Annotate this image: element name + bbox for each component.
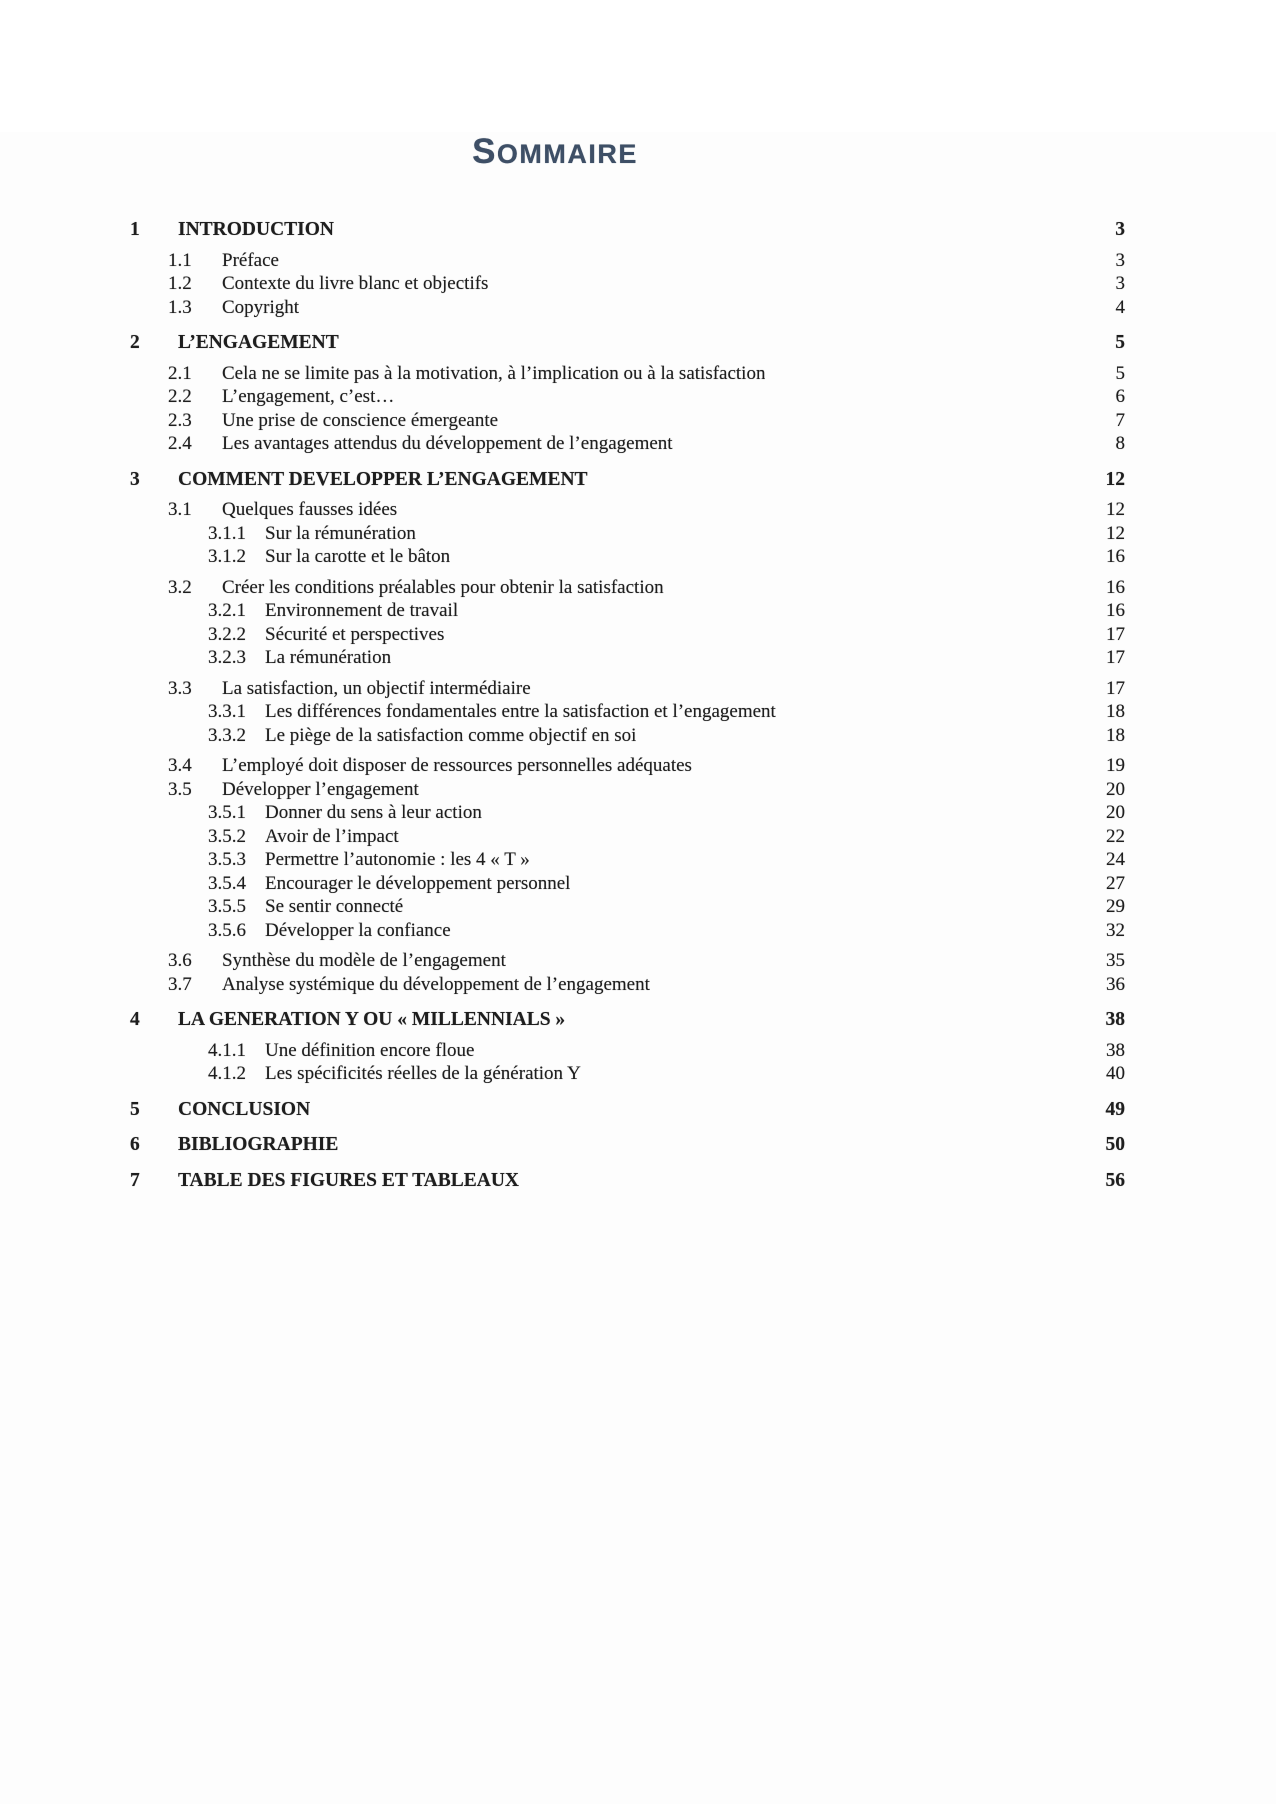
- toc-entry: [0, 599, 1276, 623]
- toc-entry-page: 40: [1106, 1063, 1125, 1084]
- toc-entry-page: 16: [1106, 576, 1125, 598]
- toc-entry: [0, 895, 1276, 919]
- toc-entry-label: INTRODUCTION: [178, 219, 335, 240]
- toc-entry-number: 1: [130, 219, 140, 240]
- toc-entry: [0, 919, 1276, 943]
- toc-entry: [0, 432, 1276, 456]
- toc-entry-number: 3: [130, 468, 140, 490]
- toc-entry: [0, 545, 1276, 569]
- toc-entry-label: L’ENGAGEMENT: [178, 332, 339, 353]
- toc-entry: [0, 468, 1276, 492]
- toc-entry-label: Environnement de travail: [265, 600, 459, 621]
- toc-entry-label: L’engagement, c’est…: [222, 386, 395, 407]
- toc-entry: [0, 646, 1276, 670]
- toc-entry: [0, 249, 1276, 273]
- toc-entry-page: 7: [1115, 409, 1125, 431]
- toc-entry-number: 3.3.2: [208, 724, 246, 746]
- toc-entry-label: Permettre l’autonomie : les 4 « T »: [265, 849, 530, 870]
- toc-entry-label: Analyse systémique du développement de l’engagement: [222, 973, 650, 995]
- toc-entry: [0, 385, 1276, 409]
- toc-entry-page: 12: [1105, 468, 1125, 490]
- toc-entry-page: 3: [1115, 219, 1125, 240]
- toc-entry-page: 17: [1106, 677, 1125, 699]
- toc-entry: [0, 1008, 1276, 1032]
- toc-entry-label: Le piège de la satisfaction comme objectif en soi: [265, 724, 637, 746]
- toc-entry: [0, 296, 1276, 320]
- toc-entry: [0, 522, 1276, 546]
- toc-entry-label: La satisfaction, un objectif intermédiaire: [222, 677, 531, 699]
- toc-entry-page: 50: [1105, 1134, 1125, 1155]
- toc-list: [0, 218, 1276, 1192]
- toc-entry: [0, 272, 1276, 296]
- toc-entry-number: 1.3: [168, 296, 192, 318]
- toc-entry-page: 19: [1106, 755, 1125, 776]
- toc-entry-page: 18: [1106, 701, 1125, 722]
- toc-entry: [0, 801, 1276, 825]
- toc-entry-number: 4.1.1: [208, 1039, 246, 1061]
- toc-entry-label: Se sentir connecté: [265, 896, 404, 917]
- toc-entry: [0, 1169, 1276, 1193]
- toc-entry-number: 2.3: [168, 409, 192, 431]
- toc-entry-page: 5: [1115, 332, 1125, 353]
- toc-entry: [0, 778, 1276, 802]
- toc-entry-page: 8: [1115, 433, 1125, 454]
- toc-entry-label: Avoir de l’impact: [265, 825, 399, 847]
- toc-entry-number: 3.5.1: [208, 802, 246, 823]
- toc-entry-number: 3.6: [168, 950, 192, 971]
- toc-entry-page: 36: [1106, 973, 1125, 995]
- toc-entry: [0, 1062, 1276, 1086]
- toc-entry: [0, 1098, 1276, 1122]
- toc-entry-number: 2.4: [168, 433, 192, 454]
- toc-entry-label: TABLE DES FIGURES ET TABLEAUX: [178, 1169, 519, 1191]
- toc-entry-label: COMMENT DEVELOPPER L’ENGAGEMENT: [178, 468, 588, 490]
- toc-entry-label: Sur la rémunération: [265, 522, 416, 544]
- toc-entry: [0, 949, 1276, 973]
- toc-entry-page: 38: [1106, 1039, 1125, 1061]
- toc-entry-page: 32: [1106, 919, 1125, 941]
- toc-entry-number: 3.7: [168, 973, 192, 995]
- toc-entry-page: 12: [1106, 522, 1125, 544]
- toc-entry-number: 3.5.3: [208, 849, 246, 870]
- toc-entry-page: 6: [1115, 386, 1125, 407]
- toc-entry-number: 6: [130, 1134, 140, 1155]
- toc-entry-number: 4: [130, 1009, 140, 1030]
- toc-entry-page: 17: [1106, 647, 1125, 668]
- toc-entry-page: 16: [1106, 600, 1125, 621]
- toc-entry: [0, 825, 1276, 849]
- toc-entry-label: BIBLIOGRAPHIE: [178, 1134, 339, 1155]
- toc-entry-label: La rémunération: [265, 647, 392, 668]
- toc-entry: [0, 973, 1276, 997]
- toc-entry-number: 3.1: [168, 499, 192, 520]
- toc-entry-number: 1.1: [168, 249, 192, 271]
- toc-entry-page: 56: [1105, 1169, 1125, 1191]
- toc-entry-number: 2.2: [168, 386, 192, 407]
- toc-entry-page: 38: [1105, 1009, 1125, 1030]
- toc-entry-number: 3.2.3: [208, 647, 246, 668]
- page-title: SOMMAIRE: [472, 132, 638, 171]
- toc-entry-page: 4: [1115, 296, 1125, 318]
- toc-entry-number: 3.3.1: [208, 701, 246, 722]
- toc-entry: [0, 362, 1276, 386]
- toc-entry-label: LA GENERATION Y OU « MILLENNIALS »: [178, 1009, 566, 1030]
- toc-entry-number: 3.1.1: [208, 522, 246, 544]
- toc-entry-label: Une prise de conscience émergeante: [222, 409, 499, 431]
- toc-entry-label: Une définition encore floue: [265, 1039, 475, 1061]
- toc-entry-label: Copyright: [222, 296, 300, 318]
- toc-entry-number: 4.1.2: [208, 1063, 246, 1084]
- toc-entry-number: 3.5.6: [208, 919, 246, 941]
- toc-entry-page: 12: [1106, 499, 1125, 520]
- toc-entry-label: Développer la confiance: [265, 919, 451, 941]
- toc-entry-number: 3.4: [168, 755, 192, 776]
- toc-entry-number: 3.2: [168, 576, 192, 598]
- toc-entry-page: 20: [1106, 802, 1125, 823]
- toc-entry-page: 5: [1115, 362, 1125, 384]
- toc-entry-number: 1.2: [168, 273, 192, 294]
- toc-entry-page: 3: [1115, 273, 1125, 294]
- toc-entry-number: 3.5.5: [208, 896, 246, 917]
- toc-entry-page: 35: [1106, 950, 1125, 971]
- toc-entry-label: Encourager le développement personnel: [265, 872, 571, 894]
- toc-entry-number: 3.1.2: [208, 546, 246, 567]
- toc-entry: [0, 218, 1276, 242]
- toc-entry: [0, 1039, 1276, 1063]
- toc-entry-label: Sur la carotte et le bâton: [265, 546, 451, 567]
- toc-entry-number: 2.1: [168, 362, 192, 384]
- toc-entry-label: Cela ne se limite pas à la motivation, à l’implication ou à la satisfaction: [222, 362, 766, 384]
- toc-entry-label: Contexte du livre blanc et objectifs: [222, 273, 489, 294]
- toc-entry-page: 16: [1106, 546, 1125, 567]
- toc-entry-number: 7: [130, 1169, 140, 1191]
- toc-entry-label: CONCLUSION: [178, 1098, 311, 1120]
- toc-entry-number: 3.5: [168, 778, 192, 800]
- toc-entry-label: Quelques fausses idées: [222, 499, 398, 520]
- toc-entry-label: Les avantages attendus du développement de l’engagement: [222, 433, 673, 454]
- toc-entry: [0, 498, 1276, 522]
- toc-entry: [0, 872, 1276, 896]
- toc-entry-page: 22: [1106, 825, 1125, 847]
- toc-entry: [0, 724, 1276, 748]
- toc-entry: [0, 576, 1276, 600]
- toc-entry-label: Donner du sens à leur action: [265, 802, 482, 823]
- toc-entry-number: 3.2.1: [208, 600, 246, 621]
- toc-entry: [0, 848, 1276, 872]
- toc-entry-page: 18: [1106, 724, 1125, 746]
- toc-entry-number: 5: [130, 1098, 140, 1120]
- toc-entry-page: 29: [1106, 896, 1125, 917]
- toc-entry-number: 3.5.4: [208, 872, 246, 894]
- toc-entry: [0, 754, 1276, 778]
- toc-entry-page: 24: [1106, 849, 1125, 870]
- toc-entry: [0, 409, 1276, 433]
- toc-entry-page: 27: [1106, 872, 1125, 894]
- toc-entry: [0, 331, 1276, 355]
- toc-entry: [0, 623, 1276, 647]
- toc-entry: [0, 1133, 1276, 1157]
- toc-entry-label: L’employé doit disposer de ressources personnelles adéquates: [222, 755, 692, 776]
- toc-entry-number: 3.5.2: [208, 825, 246, 847]
- toc-entry-number: 3.2.2: [208, 623, 246, 645]
- toc-entry-page: 20: [1106, 778, 1125, 800]
- toc-entry-label: Créer les conditions préalables pour obtenir la satisfaction: [222, 576, 664, 598]
- toc-entry-label: Synthèse du modèle de l’engagement: [222, 950, 506, 971]
- toc-entry-page: 49: [1105, 1098, 1125, 1120]
- toc-entry-label: Préface: [222, 249, 279, 271]
- toc-entry-number: 3.3: [168, 677, 192, 699]
- toc-entry: [0, 700, 1276, 724]
- toc-entry-label: Les spécificités réelles de la génération Y: [265, 1063, 581, 1084]
- toc-entry-number: 2: [130, 332, 140, 353]
- toc-entry-label: Développer l’engagement: [222, 778, 419, 800]
- toc-entry-page: 17: [1106, 623, 1125, 645]
- document-page: [0, 132, 1276, 1804]
- toc-entry: [0, 677, 1276, 701]
- toc-entry-label: Les différences fondamentales entre la satisfaction et l’engagement: [265, 701, 776, 722]
- toc-entry-label: Sécurité et perspectives: [265, 623, 445, 645]
- toc-entry-page: 3: [1115, 249, 1125, 271]
